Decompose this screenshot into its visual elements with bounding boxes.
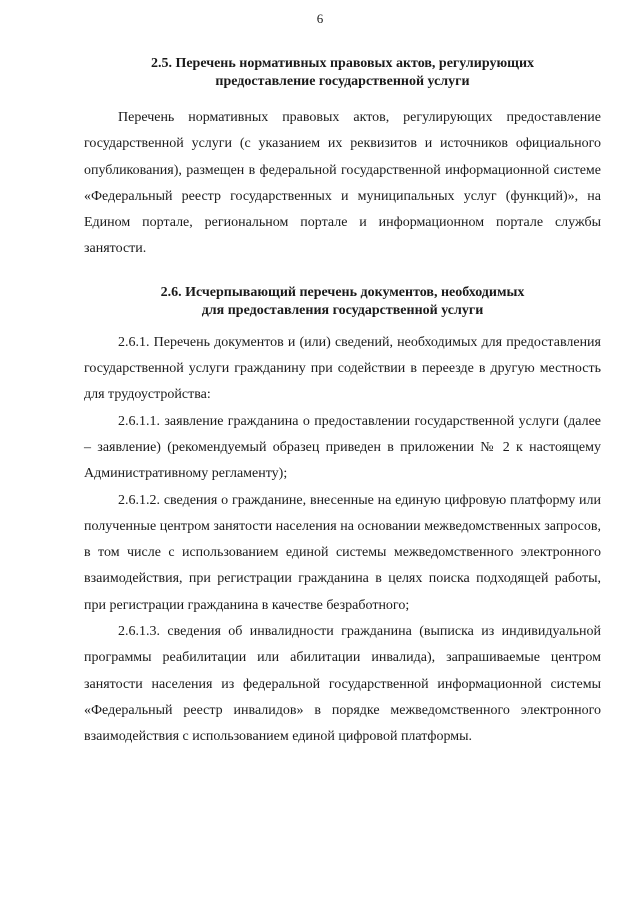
clause-2-6-1-2: 2.6.1.2. сведения о гражданине, внесенные на единую цифровую платформу или полученные центром занятости населения на основании межведомственных запросов, в том числе с использованием единой системы межведомственного электронного взаимодействия, при регистрации гражданина в целях поиска подходящей работы, при регистрации гражданина в качестве безработного; (84, 492, 601, 613)
heading-line: предоставление государственной услуги (215, 74, 470, 89)
section-2-5-heading (84, 55, 601, 91)
heading-line: для предоставления государственной услуги (201, 302, 484, 318)
section-2-5-paragraph: Перечень нормативных правовых актов, регулирующих предоставление государственной услуги (с указанием их реквизитов и источников официального опубликования), размещен в федеральной государственной информационной системе «Федеральный реестр государственных и муниципальных услуг (функций)», на Едином портале, региональном портале и информационном портале службы занятости. (84, 110, 601, 257)
page-content (84, 55, 601, 751)
page-number: 6 (316, 11, 324, 26)
clause-2-6-1: 2.6.1. Перечень документов и (или) сведений, необходимых для предоставления государственной услуги гражданину при содействии в переезде в другую местность для трудоустройства: (84, 334, 601, 403)
clause-2-6-1-1: 2.6.1.1. заявление гражданина о предоставлении государственной услуги (далее – заявление) (рекомендуемый образец приведен в приложении № 2 к настоящему Административному регламенту); (84, 413, 601, 482)
clause-2-6-1-3: 2.6.1.3. сведения об инвалидности гражданина (выписка из индивидуальной программы реабилитации или абилитации инвалида), запрашиваемые центром занятости населения из федеральной государственной информационной системы «Федеральный реестр инвалидов» в порядке межведомственного электронного взаимодействия с использованием единой цифровой платформы. (84, 624, 601, 745)
section-2-6-heading (84, 284, 601, 320)
heading-line: 2.5. Перечень нормативных правовых актов, регулирующих (150, 56, 535, 71)
heading-line: 2.6. Исчерпывающий перечень документов, необходимых (160, 284, 525, 300)
